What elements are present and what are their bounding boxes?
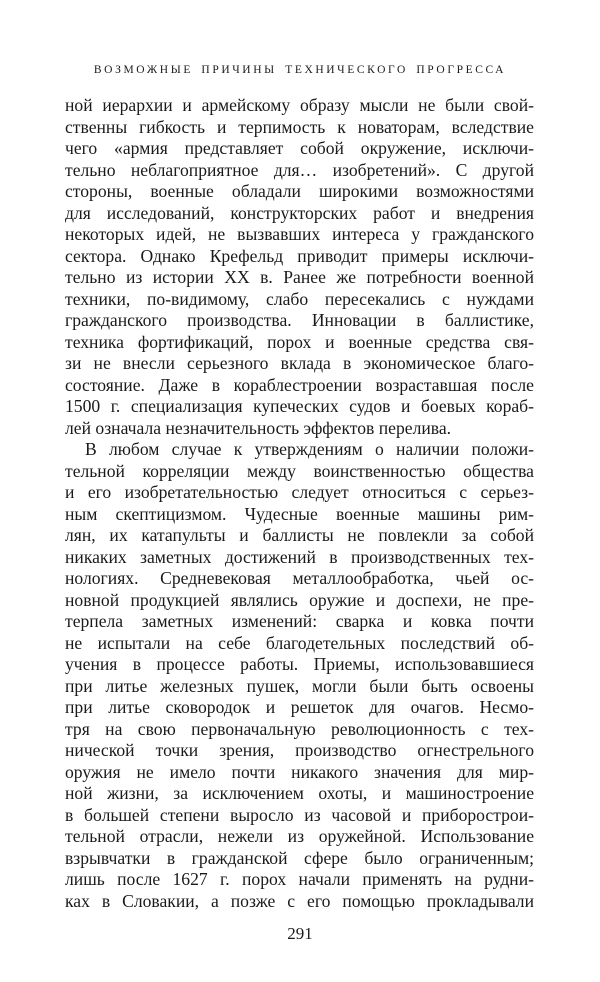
- text-line: взрывчатки в гражданской сфере было ограниченным;: [65, 847, 534, 868]
- text-line: ках в Словакии, а позже с его помощью прокладывали: [65, 890, 534, 911]
- text-line: В любом случае к утверждениям о наличии положи-: [85, 439, 534, 459]
- running-header: ВОЗМОЖНЫЕ ПРИЧИНЫ ТЕХНИЧЕСКОГО ПРОГРЕССА: [93, 64, 507, 76]
- text-line: ным скептицизмом. Чудесные военные машины рим-: [65, 503, 534, 524]
- paragraph: [65, 95, 534, 439]
- text-line: лей означала незначительность эффектов перелива.: [65, 417, 452, 438]
- text-line: сектора. Однако Крефельд приводит примеры исключи-: [65, 245, 534, 266]
- text-line: нической точки зрения, производство огнестрельного: [65, 740, 534, 760]
- text-line: никаких заметных достижений в производственных тех-: [65, 546, 534, 567]
- text-line: учения в процессе работы. Приемы, использовавшиеся: [65, 654, 534, 674]
- text-line: и его изобретательностью следует относиться с серьез-: [65, 482, 534, 502]
- text-line: при литье железных пушек, могли были быть освоены: [65, 675, 534, 696]
- text-line: техника фортификаций, порох и военные средства свя-: [65, 331, 534, 352]
- text-line: новной продукцией являлись оружие и доспехи, не пре-: [65, 589, 534, 610]
- text-line: тельно из истории XX в. Ранее же потребности военной: [65, 267, 534, 287]
- text-line: ной жизни, за исключением охоты, и машиностроение: [65, 783, 534, 803]
- text-line: гражданского производства. Инновации в баллистике,: [65, 310, 534, 330]
- text-line: в большей степени выросло из часовой и приборострои-: [65, 804, 534, 825]
- text-line: тря на свою первоначальную революционность с тех-: [65, 718, 534, 739]
- page-number: 291: [287, 924, 313, 943]
- text-line: состояние. Даже в кораблестроении возраставшая после: [65, 374, 534, 395]
- text-line: ной иерархии и армейскому образу мысли не были свой-: [65, 95, 534, 115]
- text-line: оружия не имело почти никакого значения для мир-: [65, 761, 534, 782]
- text-line: ственны гибкость и терпимость к новаторам, вследствие: [65, 116, 534, 137]
- text-line: некоторых идей, не вызвавших интереса у гражданского: [65, 224, 534, 244]
- text-line: тельно неблагоприятное для… изобретений». С другой: [65, 159, 534, 180]
- text-line: для исследований, конструкторских работ и внедрения: [65, 202, 534, 223]
- text-line: не испытали на себе благодетельных последствий об-: [65, 632, 534, 653]
- text-line: тельной корреляции между воинственностью общества: [65, 460, 534, 481]
- text-line: 1500 г. специализация купеческих судов и боевых кораб-: [65, 396, 534, 416]
- text-line: техники, по-видимому, слабо пересекались с нуждами: [65, 288, 534, 309]
- text-line: лян, их катапульты и баллисты не повлекли за собой: [65, 525, 534, 545]
- text-line: зи не внесли серьезного вклада в экономическое благо-: [65, 353, 534, 373]
- text-line: при литье сковородок и решеток для очагов. Несмо-: [65, 697, 534, 717]
- text-line: лишь после 1627 г. порох начали применять на рудни-: [65, 869, 534, 889]
- text-line: нологиях. Средневековая металлообработка, чьей ос-: [65, 568, 534, 588]
- text-line: стороны, военные обладали широкими возможностями: [65, 181, 534, 201]
- text-line: терпела заметных изменений: сварка и ковка почти: [65, 611, 534, 631]
- paragraph: [65, 439, 534, 912]
- text-line: тельной отрасли, нежели из оружейной. Использование: [65, 826, 534, 846]
- text-line: чего «армия представляет собой окружение, исключи-: [65, 138, 534, 158]
- body-text: [65, 95, 534, 912]
